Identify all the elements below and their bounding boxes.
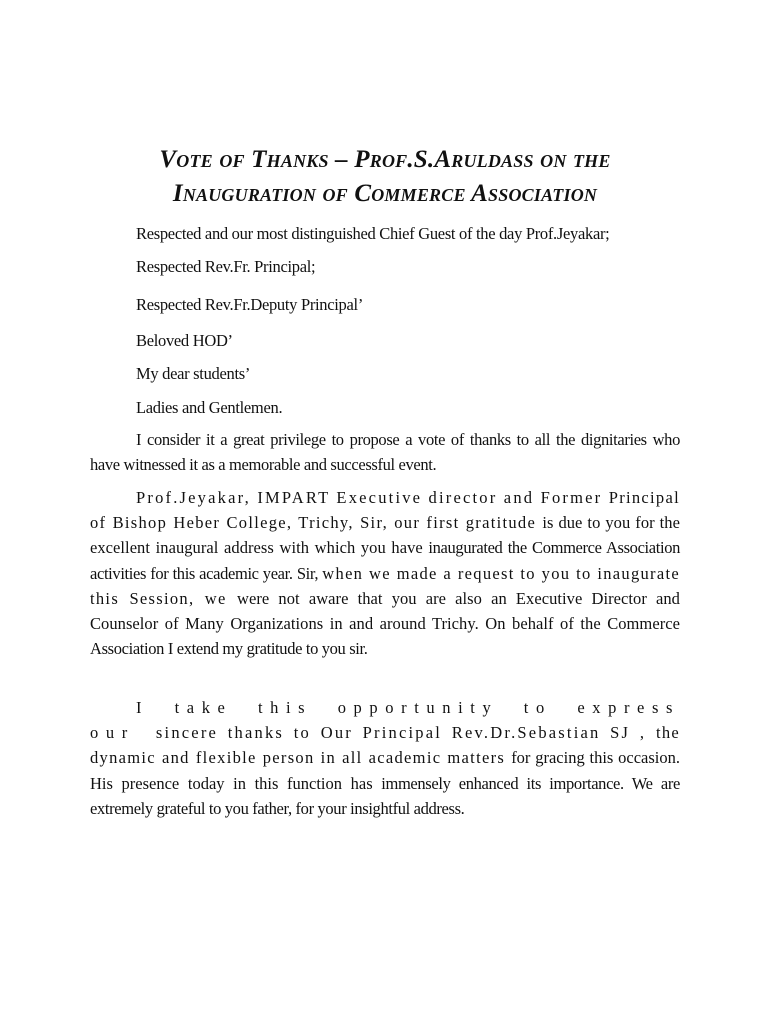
- paragraph-line: for your insightful address.: [295, 798, 465, 818]
- paragraph-principal-thanks: [90, 695, 680, 821]
- salutation-chief-guest: Respected and our most distinguished Chief Guest of the day Prof.Jeyakar;: [136, 224, 610, 243]
- paragraph-line: Principal of Bishop Heber College, Trichy, Sir, our first gratitude: [90, 488, 680, 533]
- paragraph-line: is due to you for the excellent inaugural address with which you have: [90, 513, 680, 558]
- document-title-line-2: Inauguration of Commerce Association: [172, 180, 598, 207]
- paragraph-line: Prof.Jeyakar, IMPART Executive director and Former: [136, 488, 609, 507]
- paragraph-line: Association I extend my gratitude to you sir.: [90, 639, 368, 659]
- paragraph-line: of Many Organizations in and around Trichy. On behalf of the Commerce: [164, 614, 680, 634]
- paragraph-chief-guest-thanks: [90, 485, 680, 661]
- paragraph-privilege: [90, 427, 680, 477]
- paragraph-line: immensely enhanced its importance. We are extremely grateful to you father,: [90, 773, 680, 818]
- paragraph-line: the dynamic and flexible person in all academic matters: [90, 723, 680, 768]
- salutation-students: My dear students’: [136, 364, 251, 383]
- paragraph-line: I take this opportunity to express our: [90, 698, 680, 743]
- salutation-ladies-gentlemen: Ladies and Gentlemen.: [136, 398, 283, 417]
- paragraph-line: I consider it a great privilege to propose a vote of thanks to all the: [136, 430, 581, 449]
- salutation-principal: Respected Rev.Fr. Principal;: [136, 257, 316, 276]
- paragraph-line: when we made a request to you to inaugurate this Session, we: [90, 563, 680, 608]
- paragraph-line: sincere thanks to Our Principal Rev.Dr.Sebastian SJ ,: [155, 723, 656, 743]
- document-title-line-1: Vote of Thanks – Prof.S.Aruldass on the: [159, 146, 611, 173]
- salutation-deputy-principal: Respected Rev.Fr.Deputy Principal’: [136, 295, 364, 314]
- salutation-hod: Beloved HOD’: [136, 331, 233, 350]
- paragraph-line: were not aware that you are also an Executive Director and Counselor: [90, 588, 680, 634]
- paragraph-line: for gracing this occasion. His presence today in this function has: [90, 748, 680, 793]
- paragraph-line: dignitaries who have witnessed it as a memorable and successful event.: [90, 430, 680, 475]
- paragraph-line: inaugurated the Commerce Association activities for this academic year. Sir,: [90, 538, 681, 583]
